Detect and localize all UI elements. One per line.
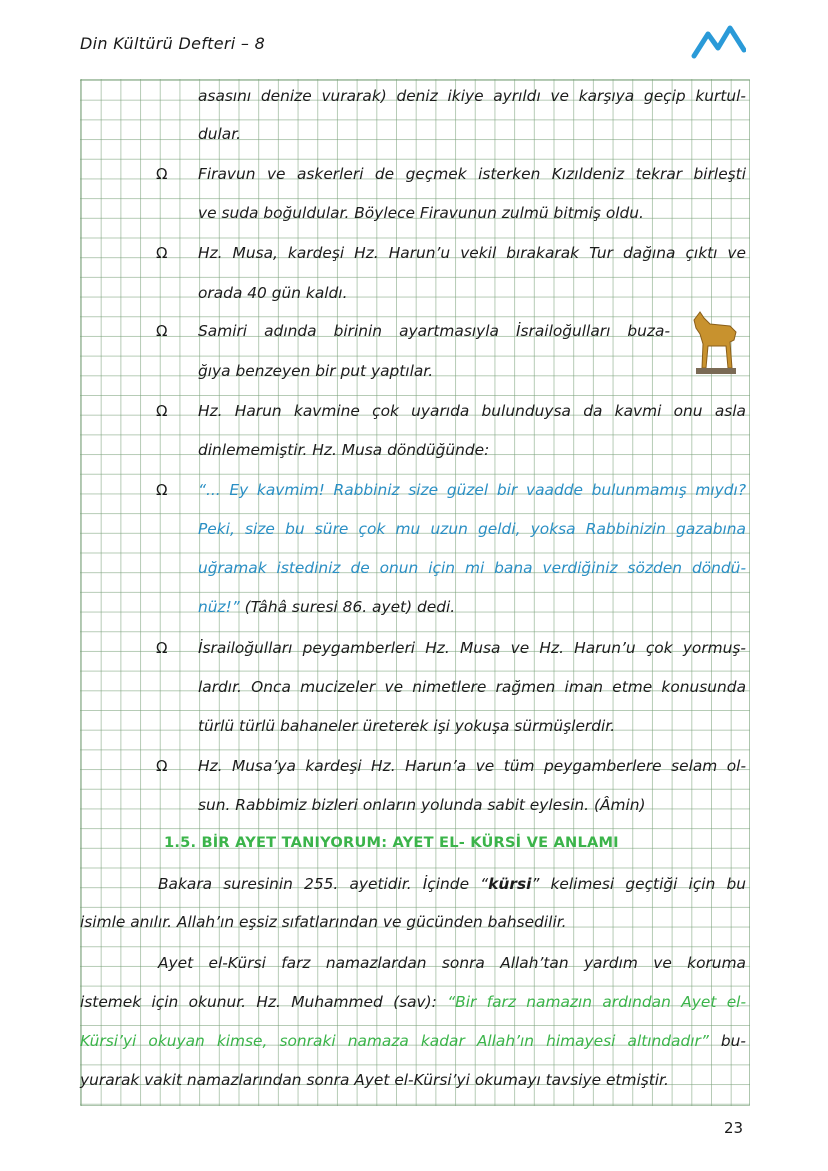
text-line: Hz. Musa’ya kardeşi Hz. Harun’a ve tüm peygamberlere selam ol- bbox=[198, 757, 746, 775]
bullet-icon: Ω bbox=[156, 244, 168, 262]
mountain-logo-icon bbox=[690, 22, 746, 62]
quote-line: “... Ey kavmim! Rabbiniz size güzel bir vaadde bulunmamış mıydı? bbox=[198, 481, 746, 499]
text-line: Hz. Musa, kardeşi Hz. Harun’u vekil bırakarak Tur dağına çıktı ve bbox=[198, 244, 746, 262]
paragraph-line bbox=[80, 992, 746, 1012]
section-heading: 1.5. BİR AYET TANIYORUM: AYET EL- KÜRSİ VE ANLAMI bbox=[164, 834, 619, 851]
page-number: 23 bbox=[724, 1119, 744, 1137]
text-line: dinlememiştir. Hz. Musa döndüğünde: bbox=[198, 441, 490, 459]
text-line: Hz. Harun kavmine çok uyarıda bulunduysa da kavmi onu asla bbox=[198, 402, 746, 420]
bold-word: kürsi bbox=[488, 875, 532, 893]
text-line: lardır. Onca mucizeler ve nimetlere rağmen iman etme konusunda bbox=[198, 678, 746, 696]
text-span: ” kelimesi geçtiği için bu bbox=[531, 875, 746, 893]
page-header-title: Din Kültürü Defteri – 8 bbox=[80, 34, 266, 53]
quote-line: uğramak istediniz de onun için mi bana verdiğiniz sözden döndü- bbox=[198, 559, 746, 577]
bullet-icon: Ω bbox=[156, 639, 168, 657]
text-line: Samiri adında birinin ayartmasıyla İsrailoğulları buza- bbox=[198, 322, 670, 340]
quote-end: nüz!” bbox=[198, 598, 240, 616]
bullet-icon: Ω bbox=[156, 481, 168, 499]
bullet-icon: Ω bbox=[156, 402, 168, 420]
quote-line: Peki, size bu süre çok mu uzun geldi, yoksa Rabbinizin gazabına bbox=[198, 520, 746, 538]
paragraph-line: yurarak vakit namazlarından sonra Ayet el-Kürsi’yi okumayı tavsiye etmiştir. bbox=[80, 1071, 669, 1089]
hadith-quote: Kürsi’yi okuyan kimse, sonraki namaza kadar Allah’ın himayesi altındadır” bbox=[80, 1032, 709, 1050]
text-line bbox=[198, 597, 455, 617]
hadith-quote: “Bir farz namazın ardından Ayet el- bbox=[447, 993, 746, 1011]
text-span: bu- bbox=[708, 1032, 746, 1050]
text-line: Firavun ve askerleri de geçmek isterken Kızıldeniz tekrar birleşti bbox=[198, 165, 746, 183]
paragraph-line bbox=[158, 874, 746, 894]
bullet-icon: Ω bbox=[156, 757, 168, 775]
paragraph-line: isimle anılır. Allah’ın eşsiz sıfatlarından ve gücünden bahsedilir. bbox=[80, 913, 567, 931]
bullet-icon: Ω bbox=[156, 322, 168, 340]
text-span: Bakara suresinin 255. ayetidir. İçinde “ bbox=[158, 875, 489, 893]
bullet-icon: Ω bbox=[156, 165, 168, 183]
text-line: asasını denize vurarak) deniz ikiye ayrıldı ve karşıya geçip kurtul- bbox=[198, 87, 746, 105]
notebook-grid bbox=[80, 79, 750, 1106]
text-line: türlü türlü bahaneler üreterek işi yokuşa sürmüşlerdir. bbox=[198, 717, 616, 735]
text-span: istemek için okunur. Hz. Muhammed (sav): bbox=[80, 993, 448, 1011]
text-line: İsrailoğulları peygamberleri Hz. Musa ve Hz. Harun’u çok yormuş- bbox=[198, 639, 746, 657]
text-line: orada 40 gün kaldı. bbox=[198, 284, 348, 302]
citation: (Tâhâ suresi 86. ayet) dedi. bbox=[239, 598, 456, 616]
text-line: ğıya benzeyen bir put yaptılar. bbox=[198, 362, 434, 380]
paragraph-line bbox=[80, 1031, 746, 1051]
golden-calf-figurine bbox=[686, 306, 742, 378]
paragraph-line: Ayet el-Kürsi farz namazlardan sonra Allah’tan yardım ve koruma bbox=[158, 954, 746, 972]
text-line: ve suda boğuldular. Böylece Firavunun zulmü bitmiş oldu. bbox=[198, 204, 644, 222]
text-line: dular. bbox=[198, 125, 242, 143]
text-line: sun. Rabbimiz bizleri onların yolunda sabit eylesin. (Âmin) bbox=[198, 796, 646, 814]
